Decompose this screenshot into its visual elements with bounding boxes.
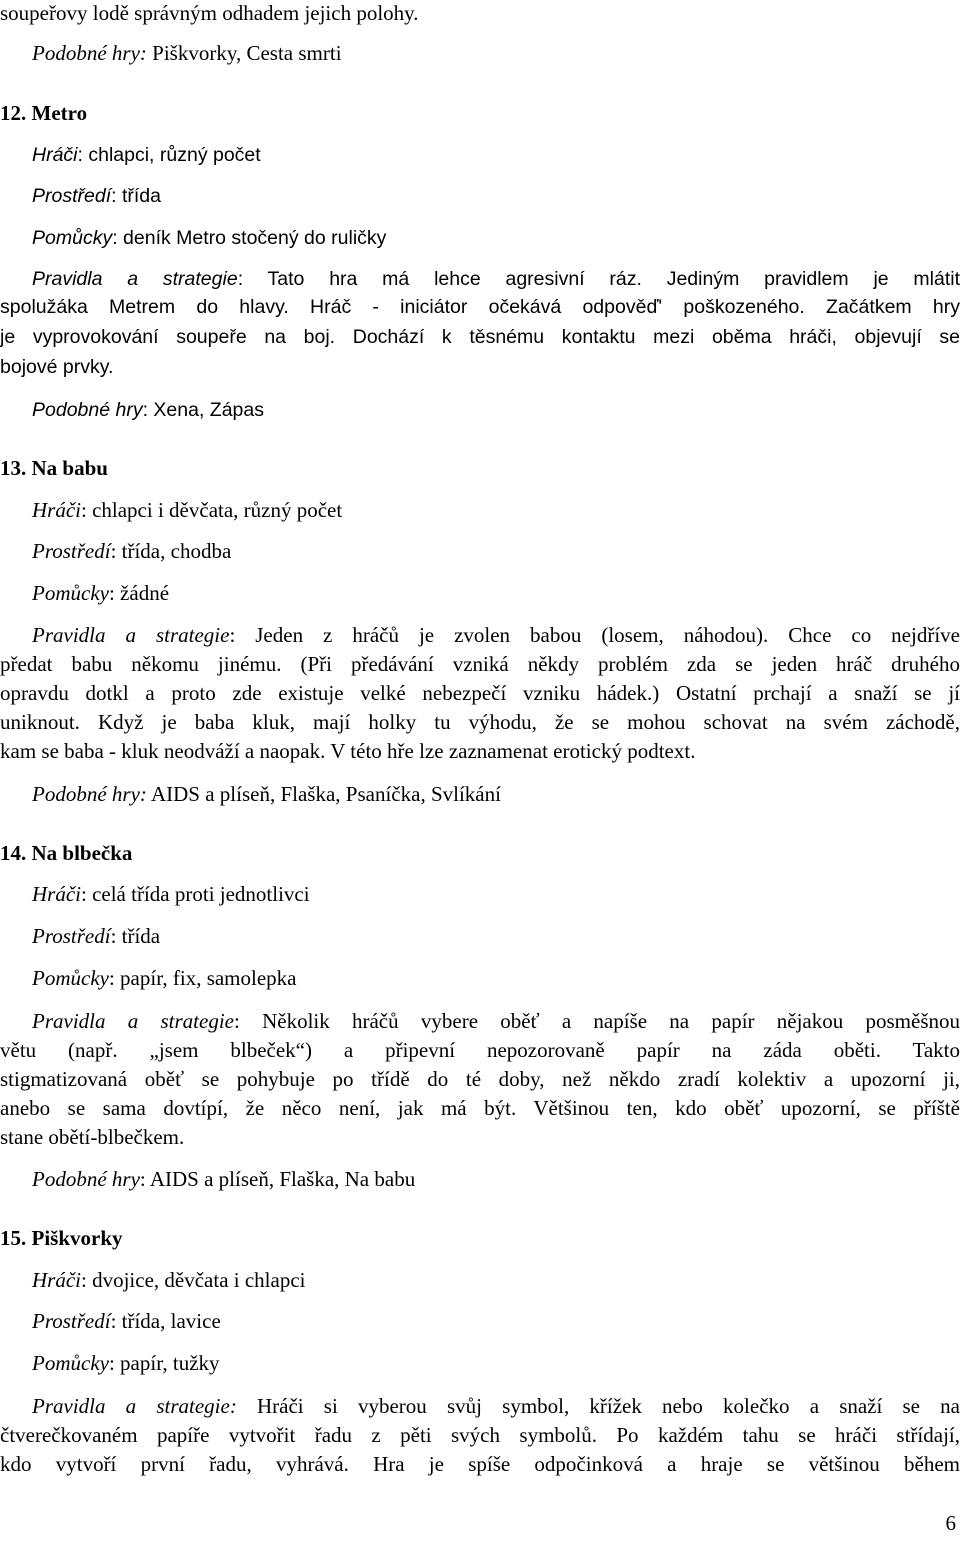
tools-value: : papír, tužky <box>108 1351 220 1375</box>
similar-games-label: Podobné hry <box>32 399 143 421</box>
section-title-piskvorky: 15. Piškvorky <box>0 1226 123 1250</box>
environment-value: : třída <box>111 185 161 207</box>
similar-games-value: : AIDS a plíseň, Flaška, Na babu <box>139 1167 416 1191</box>
tools <box>32 965 960 991</box>
rules-line: kdo vytvoří první řadu, vyhrává. Hra je spíše odpočinková a hraje se většinou během <box>0 1452 960 1476</box>
rules-line: bojové prvky. <box>0 356 114 378</box>
rules-line: větu (např. „jsem blbeček“) a připevní nepozorovaně papír na záda oběti. Takto <box>0 1038 960 1062</box>
tools-value: : deník Metro stočený do ruličky <box>112 227 387 249</box>
players <box>32 881 960 907</box>
environment-value: : třída, lavice <box>110 1309 221 1333</box>
tools <box>32 1350 960 1376</box>
rules-line <box>32 1008 960 1034</box>
environment-value: : třída, chodba <box>110 539 232 563</box>
rules-label: Pravidla a strategie <box>32 268 238 290</box>
players-label: Hráči <box>32 882 81 906</box>
players-label: Hráči <box>32 144 78 166</box>
rules-text: : Jeden z hráčů je zvolen babou (losem, náhodou). Chce co nejdříve <box>229 623 960 647</box>
tools-label: Pomůcky <box>32 227 113 249</box>
rules-line: spolužáka Metrem do hlavy. Hráč - iniciátor očekává odpověď' poškozeného. Začátkem hry <box>0 296 960 318</box>
rules-line: opravdu dotkl a proto zde existuje velké nebezpečí vzniku hádek.) Ostatní prchají a snaží se jí <box>0 681 960 705</box>
rules-line <box>32 1393 960 1419</box>
similar-games-label: Podobné hry: <box>32 41 147 65</box>
similar-games <box>32 781 960 807</box>
tools-label: Pomůcky <box>32 1351 109 1375</box>
tools-label: Pomůcky <box>32 966 109 990</box>
rules-line: čtverečkovaném papíře vytvořit řadu z pěti svých symbolů. Po každém tahu se hráči střídají, <box>0 1423 960 1447</box>
environment-label: Prostředí <box>32 539 111 563</box>
rules-line: stigmatizovaná oběť se pohybuje po třídě do té doby, než někdo zradí kolektiv a upozorní ji, <box>0 1067 960 1091</box>
similar-games-label: Podobné hry: <box>32 782 147 806</box>
players-label: Hráči <box>32 1268 81 1292</box>
environment-label: Prostředí <box>32 1309 111 1333</box>
players-value: : chlapci i děvčata, různý počet <box>81 498 343 522</box>
players-value: : chlapci, různý počet <box>77 144 261 166</box>
paragraph-line: soupeřovy lodě správným odhadem jejich polohy. <box>0 1 419 25</box>
players-label: Hráči <box>32 498 81 522</box>
environment <box>32 1308 960 1334</box>
environment-label: Prostředí <box>32 185 112 207</box>
rules-line <box>32 266 960 292</box>
tools-label: Pomůcky <box>32 581 109 605</box>
environment-label: Prostředí <box>32 924 111 948</box>
rules-line: anebo se sama dovtípí, že něco není, jak má být. Většinou ten, kdo oběť upozorní, se příště <box>0 1096 960 1120</box>
similar-games <box>32 40 960 66</box>
players-value: : dvojice, děvčata i chlapci <box>81 1268 306 1292</box>
section-title-na-blbecka: 14. Na blbečka <box>0 841 133 865</box>
similar-games <box>32 1166 960 1192</box>
rules-label: Pravidla a strategie <box>32 1009 234 1033</box>
similar-games-value: AIDS a plíseň, Flaška, Psaníčka, Svlíkání <box>146 782 501 806</box>
tools-value: : papír, fix, samolepka <box>108 966 297 990</box>
players <box>32 1267 960 1293</box>
rules-line: stane obětí-blbečkem. <box>0 1125 185 1149</box>
tools <box>32 225 960 251</box>
players <box>32 142 960 168</box>
rules-text: : Tato hra má lehce agresivní ráz. Jediným pravidlem je mlátit <box>237 268 960 290</box>
players <box>32 497 960 523</box>
environment-value: : třída <box>110 924 161 948</box>
environment <box>32 538 960 564</box>
similar-games-label: Podobné hry <box>32 1167 140 1191</box>
rules-text: Hráči si vyberou svůj symbol, křížek nebo kolečko a snaží se na <box>236 1394 960 1418</box>
section-title-metro: 12. Metro <box>0 101 88 125</box>
tools-value: : žádné <box>108 581 170 605</box>
rules-line: je vyprovokování soupeře na boj. Dochází k těsnému kontaktu mezi oběma hráči, objevují se <box>0 326 960 348</box>
rules-line: kam se baba - kluk neodváží a naopak. V této hře lze zaznamenat erotický podtext. <box>0 739 696 763</box>
rules-label: Pravidla a strategie <box>32 623 230 647</box>
players-value: : celá třída proti jednotlivci <box>81 882 310 906</box>
similar-games <box>32 397 960 423</box>
page-number: 6 <box>945 1511 956 1535</box>
section-title-na-babu: 13. Na babu <box>0 456 108 480</box>
similar-games-value: Piškvorky, Cesta smrti <box>146 41 342 65</box>
rules-label: Pravidla a strategie: <box>32 1394 237 1418</box>
similar-games-value: : Xena, Zápas <box>142 399 265 421</box>
rules-line: předat babu někomu jinému. (Při předávání vzniká někdy problém zda se jeden hráč druhého <box>0 652 960 676</box>
tools <box>32 580 960 606</box>
rules-line <box>32 622 960 648</box>
environment <box>32 183 960 209</box>
rules-text: : Několik hráčů vybere oběť a napíše na papír nějakou posměšnou <box>234 1009 960 1033</box>
environment <box>32 923 960 949</box>
rules-line: uniknout. Když je baba kluk, mají holky tu výhodu, že se mohou schovat na svém záchodě, <box>0 710 960 734</box>
